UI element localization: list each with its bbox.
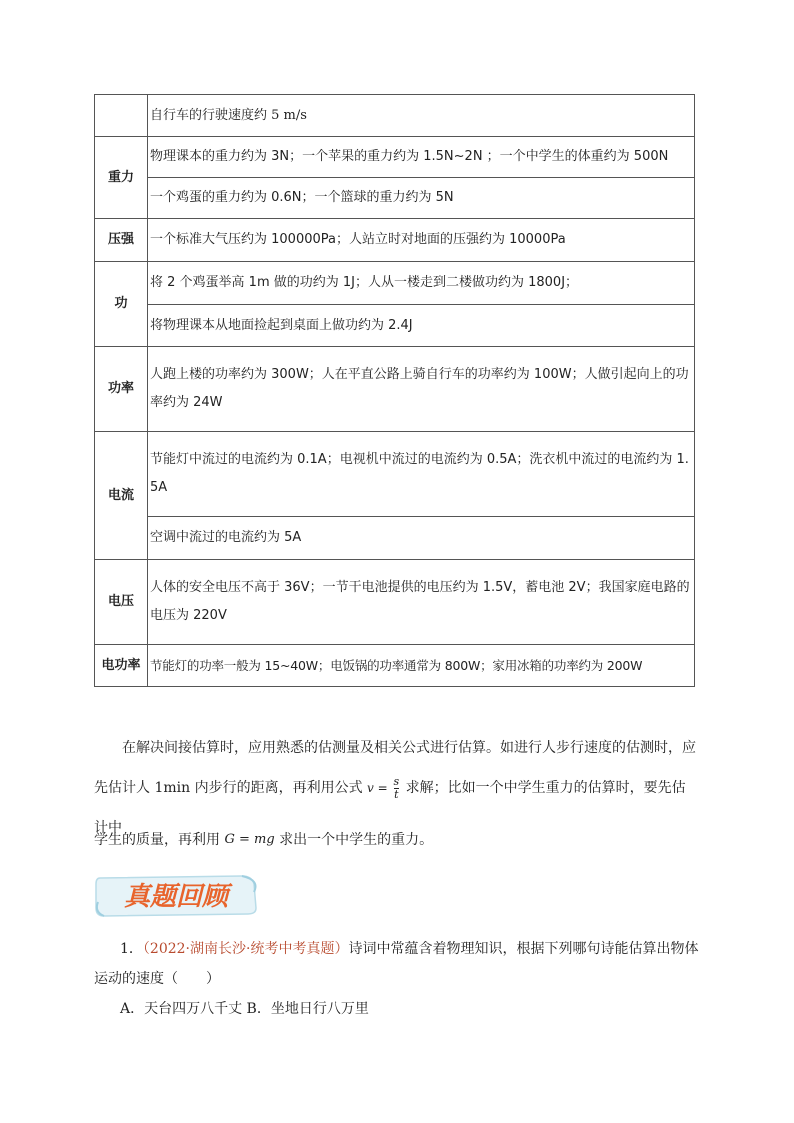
paragraph-line: 在解决间接估算时，应用熟悉的估测量及相关公式进行估算。如进行人步行速度的估测时，应 (122, 740, 696, 756)
table-row (95, 262, 695, 305)
table-row (95, 560, 695, 645)
category-cell: 电功率 (95, 645, 148, 687)
question-line: 运动的速度（ ） (94, 971, 220, 987)
value-cell: 人跑上楼的功率约为 300W；人在平直公路上骑自行车的功率约为 100W；人做引起向上的功率约为 24W (148, 347, 695, 432)
table-row (95, 137, 695, 178)
paragraph-text: 学生的质量，再利用 (94, 832, 220, 848)
value-cell: 节能灯的功率一般为 15~40W；电饭锅的功率通常为 800W；家用冰箱的功率约为 200W (148, 645, 695, 687)
value-cell: 一个标准大气压约为 100000Pa；人站立时对地面的压强约为 10000Pa (148, 219, 695, 262)
value-cell: 将物理课本从地面捡起到桌面上做功约为 2.4J (148, 305, 695, 347)
value-cell: 一个鸡蛋的重力约为 0.6N；一个篮球的重力约为 5N (148, 178, 695, 219)
category-cell (95, 95, 148, 137)
table-row (95, 645, 695, 687)
question-line (120, 938, 698, 958)
table-row (95, 517, 695, 560)
paragraph-text: 先估计人 1min 内步行的距离，再利用公式 (94, 780, 363, 796)
value-cell: 节能灯中流过的电流约为 0.1A；电视机中流过的电流约为 0.5A；洗衣机中流过的电流约为 1.5A (148, 432, 695, 517)
table-row (95, 347, 695, 432)
table-row (95, 95, 695, 137)
paragraph-text: 求出一个中学生的重力。 (279, 832, 434, 848)
value-cell: 物理课本的重力约为 3N；一个苹果的重力约为 1.5N~2N ；一个中学生的体重约为 500N (148, 137, 695, 178)
category-cell: 功 (95, 262, 148, 347)
fraction-numerator: s (393, 775, 400, 788)
velocity-formula (367, 768, 401, 808)
value-cell: 空调中流过的电流约为 5A (148, 517, 695, 560)
category-cell: 功率 (95, 347, 148, 432)
section-banner (92, 872, 262, 918)
table-row (95, 178, 695, 219)
banner-graphic (92, 872, 262, 918)
estimation-table (94, 94, 695, 687)
value-cell: 将 2 个鸡蛋举高 1m 做的功约为 1J；人从一楼走到二楼做功约为 1800J； (148, 262, 695, 305)
category-cell: 电流 (95, 432, 148, 560)
formula-lhs: v = (367, 781, 388, 795)
category-cell: 重力 (95, 137, 148, 219)
table-row (95, 219, 695, 262)
paragraph-line (94, 768, 699, 836)
category-cell: 压强 (95, 219, 148, 262)
banner-title: 真题回顾 (123, 882, 229, 912)
fraction-denominator: t (394, 788, 399, 801)
paragraph-line (94, 830, 699, 850)
value-cell: 自行车的行驶速度约 5 m/s (148, 95, 695, 137)
table-row (95, 305, 695, 347)
question-source: （2022·湖南长沙·统考中考真题） (142, 941, 349, 957)
question-number: 1． (120, 941, 143, 957)
question-options: A．天台四万八千丈 B．坐地日行八万里 (120, 1001, 369, 1017)
table-row (95, 432, 695, 517)
fraction (394, 776, 400, 801)
question-text: 诗词中常蕴含着物理知识，根据下列哪句诗能估算出物体 (348, 941, 699, 957)
gravity-formula: G = mg (224, 832, 275, 847)
category-cell: 电压 (95, 560, 148, 645)
paragraph-text: 求解；比如一个中学生重力的估算时，要先估计中 (94, 780, 686, 836)
value-cell: 人体的安全电压不高于 36V；一节干电池提供的电压约为 1.5V，蓄电池 2V；我国家庭电路的电压为 220V (148, 560, 695, 645)
